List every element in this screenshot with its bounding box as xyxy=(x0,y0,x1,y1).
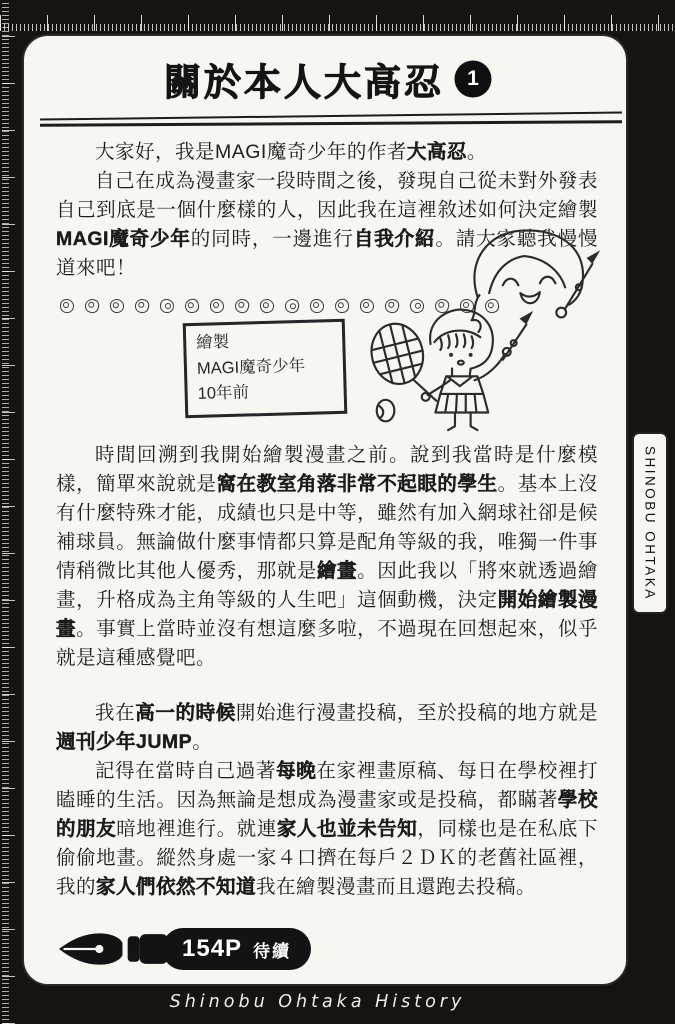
title-double-underline xyxy=(40,114,622,126)
text-segment: 的同時，一邊進行 xyxy=(190,228,354,250)
paragraph-secret-life xyxy=(56,757,598,902)
doodle-icon xyxy=(284,298,301,315)
sign-line-3: 10年前 xyxy=(197,383,250,404)
doodle-icon xyxy=(160,299,174,313)
text-segment: 開始進行漫畫投稿，至於投稿的地方就是 xyxy=(235,702,598,724)
text-segment-bold: 窩在教室角落非常不起眼的學生 xyxy=(216,473,498,495)
page-count-pill xyxy=(162,928,311,970)
to-be-continued-footer xyxy=(56,922,598,976)
text-segment: 。事實上當時並沒有想這麼多啦，不過現在回想起來，似乎就是這種感覺吧。 xyxy=(56,618,598,669)
scanned-page xyxy=(22,34,628,986)
text-segment-bold: 家人們依然不知道 xyxy=(96,876,257,898)
text-segment: 自己在成為漫畫家一段時間之後，發現自己從未對外發表自己到底是一個什麼樣的人，因此我在這裡敘述如何決定繪製 xyxy=(56,170,598,221)
text-segment: 記得在當時自己過著 xyxy=(95,760,277,782)
title-number-badge: 1 xyxy=(456,62,490,96)
text-segment-bold: 週刊少年JUMP xyxy=(56,731,193,753)
sign-line-2: MAGI魔奇少年 xyxy=(196,356,306,378)
text-segment: 在家裡畫原稿、每日在學校裡打瞌睡的生活。因為無論是想成為漫畫家或是投稿，都瞞著 xyxy=(56,760,598,811)
text-segment-bold: 開始繪製漫畫 xyxy=(56,589,598,640)
text-segment-bold: 家人也並未告知 xyxy=(276,818,418,840)
illustration-band xyxy=(56,317,598,433)
page-count: 154P xyxy=(182,935,243,962)
text-segment: 大家好，我是MAGI魔奇少年的作者 xyxy=(95,141,407,163)
doodle-icon xyxy=(84,298,101,315)
title-row xyxy=(56,52,598,106)
doodle-icon xyxy=(334,298,351,315)
text-segment: 我在 xyxy=(95,702,136,724)
paragraph-submission xyxy=(56,699,598,757)
scanner-ruler-left xyxy=(2,0,16,1024)
text-segment-bold: 繪畫 xyxy=(316,560,358,582)
text-segment: ，同樣也是在私底下偷偷地畫。縱然身處一家４口擠在每戶２ＤＫ的老舊社區裡，我的 xyxy=(56,818,598,898)
text-segment: 。因此我以「將來就透過繪畫，升格成為主角等級的人生吧」這個動機，決定 xyxy=(56,560,598,611)
sign-line-1: 繪製 xyxy=(196,332,230,352)
text-segment-bold: 每晚 xyxy=(276,760,317,782)
text-segment-bold: 大高忍 xyxy=(406,141,467,163)
doodle-icon xyxy=(210,299,224,313)
paragraph-intro xyxy=(56,138,598,167)
text-segment: 時間回溯到我開始繪製漫畫之前。說到我當時是什麼模樣，簡單來說就是 xyxy=(56,444,598,495)
scanner-ruler-top xyxy=(0,15,675,31)
doodle-icon xyxy=(310,299,324,313)
paragraph-before-manga xyxy=(56,441,598,673)
doodle-icon xyxy=(109,298,126,315)
text-segment: 。請大家聽我慢慢道來吧！ xyxy=(56,228,598,279)
page-title: 關於本人大高忍 xyxy=(164,62,444,103)
handwritten-caption: Shinobu Ohtaka History xyxy=(169,992,466,1012)
pen-nib-icon xyxy=(56,922,168,976)
doodle-icon xyxy=(60,299,74,313)
girl-with-tennis-racket-icon xyxy=(356,303,552,435)
to-be-continued-label: 待續 xyxy=(253,941,292,961)
text-segment: 。 xyxy=(466,141,487,163)
doodle-icon xyxy=(259,298,276,315)
doodle-icon xyxy=(184,298,201,315)
text-segment: 我在繪製漫畫而且還跑去投稿。 xyxy=(256,876,537,898)
side-tab-author-name: SHINOBU OHTAKA xyxy=(632,432,668,614)
text-segment-bold: MAGI魔奇少年 xyxy=(56,228,191,250)
text-segment-bold: 高一的時候 xyxy=(135,702,236,724)
doodle-icon xyxy=(134,298,151,315)
text-segment: 。 xyxy=(192,731,213,753)
text-segment: 。基本上沒有什麼特殊才能，成績也只是中等，雖然有加入網球社卻是候補球員。無論做什麼事情都只算是配角等級的我，唯獨一件事情稍微比其他人優秀，那就是 xyxy=(56,473,598,582)
sign-board xyxy=(183,319,348,418)
text-segment-bold: 學校的朋友 xyxy=(56,789,598,840)
text-segment: 暗地裡進行。就連 xyxy=(116,818,277,840)
doodle-icon xyxy=(234,298,251,315)
text-segment-bold: 自我介紹 xyxy=(353,228,436,250)
